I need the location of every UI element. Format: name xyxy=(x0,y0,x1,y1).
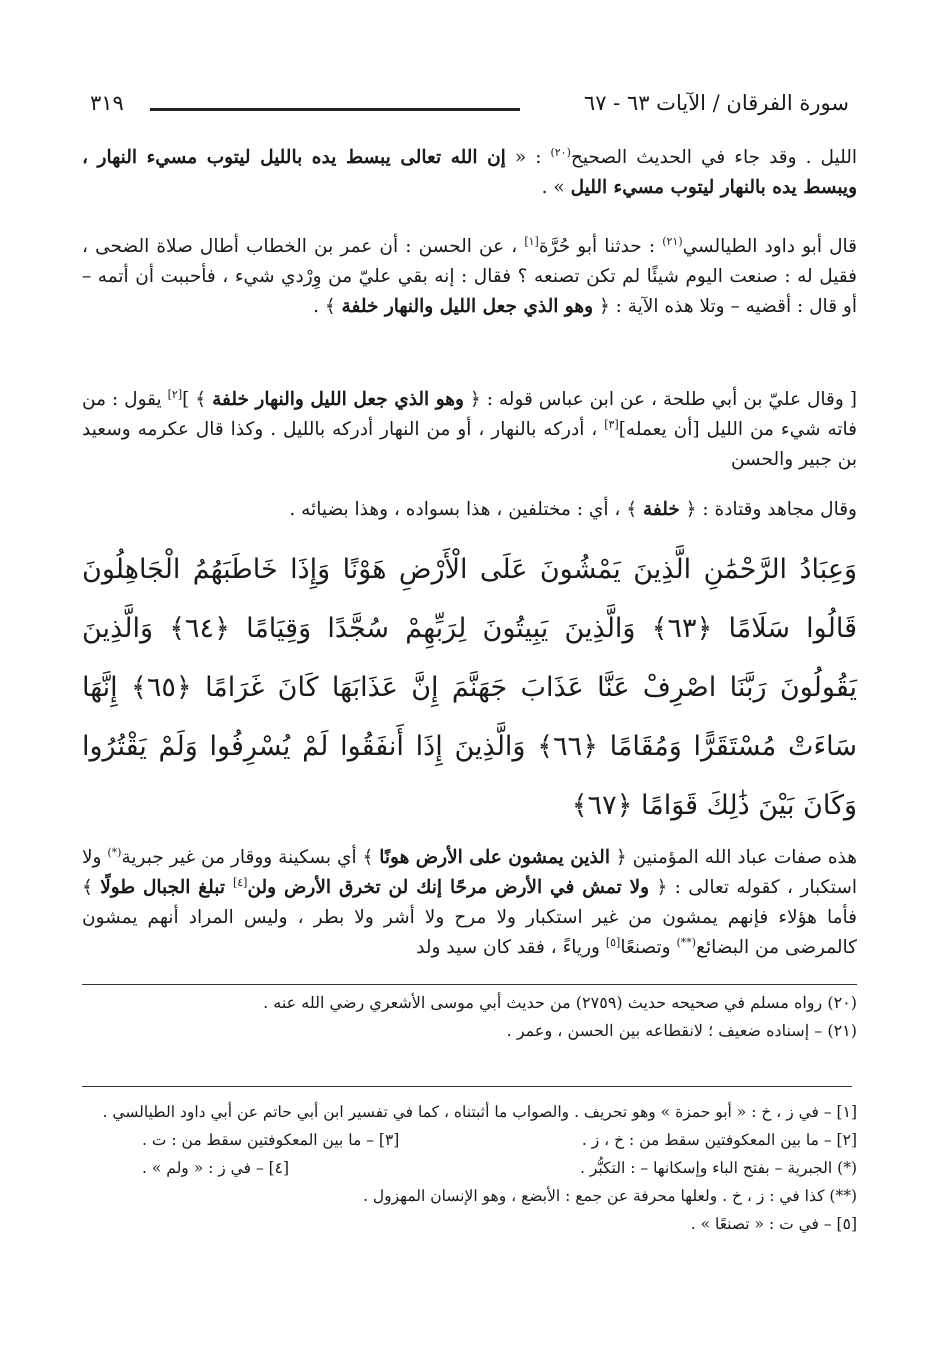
paragraph-2 xyxy=(82,232,857,322)
footnote-20: (٢٠) رواه مسلم في صحيحه حديث (٢٧٥٩) من حديث أبي موسى الأشعري رضي الله عنه . xyxy=(263,993,857,1012)
editor-note-5: [٥] – في ت : « تصنعًا » . xyxy=(690,1215,857,1233)
text: ﴾ فأما هؤلاء فإنهم يمشون من غير استكبار ولا مرح ولا أشر ولا بطر ، وليس المراد أنهم يمشون كالمرضى من البضائع xyxy=(82,877,857,958)
text: ﴾ أي بسكينة ووقار من غير جبرية xyxy=(121,847,380,868)
text: : « xyxy=(505,147,551,168)
text: هذه صفات عباد الله المؤمنين ﴿ xyxy=(609,847,857,868)
editor-notes xyxy=(82,1098,857,1238)
text: ، عن الحسن : أن عمر بن الخطاب أطال صلاة الضحى ، فقيل له : صنعت اليوم شيئًا لم تكن تصنعه ؟ فقال : إنه بقي عليّ من وِرْدي شيء ، فأحببت أن أتمه – أو قال : أقضيه – وتلا هذه الآية : ﴿ xyxy=(82,236,857,317)
verse-quote: الذين يمشون على الأرض هونًا xyxy=(379,847,610,868)
text: ﴾ . xyxy=(313,296,342,317)
footnote-ref: [١] xyxy=(524,234,539,248)
text: » . xyxy=(541,177,571,198)
paragraph-1 xyxy=(82,143,857,203)
text: [ وقال عليّ بن أبي طلحة ، عن ابن عباس قوله : ﴿ xyxy=(463,389,857,410)
text: وتصنعًا xyxy=(620,937,677,958)
footnote-ref: (٢٠) xyxy=(550,145,571,159)
text: ﴾ ] xyxy=(182,389,213,410)
verse-quote: تبلغ الجبال طولًا xyxy=(100,877,233,898)
verse-quote: وهو الذي جعل الليل والنهار خلفة xyxy=(341,296,594,317)
page-number: ٣١٩ xyxy=(90,91,124,115)
text: وقال مجاهد وقتادة : ﴿ xyxy=(679,499,857,520)
hadith-quote: إن الله تعالى يبسط يده بالليل ليتوب مسيء النهار ، ويبسط يده بالنهار ليتوب مسيء الليل xyxy=(82,147,857,198)
footnote-ref: (**) xyxy=(676,935,697,949)
editor-note-double-star: (**) كذا في : ز ، خ . ولعلها محرفة عن جمع : الأبضع ، وهو الإنسان المهزول . xyxy=(363,1187,857,1205)
text: ورياءً ، فقد كان سيد ولد xyxy=(416,937,606,958)
verse-quote: ولا تمش في الأرض مرحًا إنك لن تخرق الأرض ولن xyxy=(247,877,650,898)
editor-notes-row xyxy=(82,1126,857,1154)
editor-note-2: [٢] – ما بين المعكوفتين سقط من : خ ، ز . xyxy=(581,1131,857,1149)
paragraph-4 xyxy=(82,495,857,525)
editor-note-4: [٤] – في ز : « ولم » . xyxy=(142,1159,290,1177)
header-rule xyxy=(150,108,520,111)
text: الليل . وقد جاء في الحديث الصحيح xyxy=(570,147,857,168)
verse-quote: وهو الذي جعل الليل والنهار خلفة xyxy=(212,389,464,410)
text: ﴾ ، أي : مختلفين ، هذا بسواده ، وهذا بضيائه . xyxy=(289,499,643,520)
footnote-ref: [٥] xyxy=(605,935,621,949)
text: : حدثنا أبو حُرَّة xyxy=(538,236,663,257)
footnotes xyxy=(82,984,857,1045)
paragraph-3 xyxy=(82,385,857,475)
quran-verses: وَعِبَادُ الرَّحْمَٰنِ الَّذِينَ يَمْشُونَ عَلَى الْأَرْضِ هَوْنًا وَإِذَا خَاطَبَهُمُ الْجَاهِلُونَ قَالُوا سَلَامًا ﴿٦٣﴾ وَالَّذِينَ يَبِيتُونَ لِرَبِّهِمْ سُجَّدًا وَقِيَامًا ﴿٦٤﴾ وَالَّذِينَ يَقُولُونَ رَبَّنَا اصْرِفْ عَنَّا عَذَابَ جَهَنَّمَ إِنَّ عَذَابَهَا كَانَ غَرَامًا ﴿٦٥﴾ إِنَّهَا سَاءَتْ مُسْتَقَرًّا وَمُقَامًا ﴿٦٦﴾ وَالَّذِينَ إِذَا أَنفَقُوا لَمْ يُسْرِفُوا وَلَمْ يَقْتُرُوا وَكَانَ بَيْنَ ذَٰلِكَ قَوَامًا ﴿٦٧﴾ xyxy=(82,554,857,821)
footnote-ref: [٢] xyxy=(167,387,183,401)
footnote-ref: [٤] xyxy=(232,875,248,889)
text: ، أدركه بالنهار ، أو من النهار أدركه بالليل . وكذا قال عكرمه وسعيد بن جبير والحسن xyxy=(82,419,857,470)
text: قال أبو داود الطيالسي xyxy=(682,236,857,257)
text: يقول : من فاته شيء من الليل [أن يعمله] xyxy=(82,389,857,440)
page-header xyxy=(90,88,849,120)
editor-notes-rule xyxy=(82,1086,852,1087)
footnote-21: (٢١) – إسناده ضعيف ؛ لانقطاعه بين الحسن ، وعمر . xyxy=(506,1021,857,1040)
editor-note-star: (*) الجبرية – بفتح الباء وإسكانها – : التكبُّر . xyxy=(579,1159,857,1177)
editor-note-3: [٣] – ما بين المعكوفتين سقط من : ت . xyxy=(142,1131,400,1149)
running-title: سورة الفرقان / الآيات ٦٣ - ٦٧ xyxy=(583,91,849,115)
verse-quote: خلفة xyxy=(642,499,680,520)
paragraph-5 xyxy=(82,843,857,963)
editor-note-1: [١] – في ز ، خ : « أبو حمزة » وهو تحريف . والصواب ما أثبتناه ، كما في تفسير ابن أبي حاتم عن أبي داود الطيالسي . xyxy=(102,1103,857,1121)
footnote-ref: (*) xyxy=(107,845,122,859)
footnote-ref: (٢١) xyxy=(662,234,683,248)
text: ولا استكبار ، كقوله تعالى : ﴿ xyxy=(82,847,857,898)
editor-notes-row xyxy=(82,1154,857,1182)
footnote-ref: [٣] xyxy=(604,417,619,431)
